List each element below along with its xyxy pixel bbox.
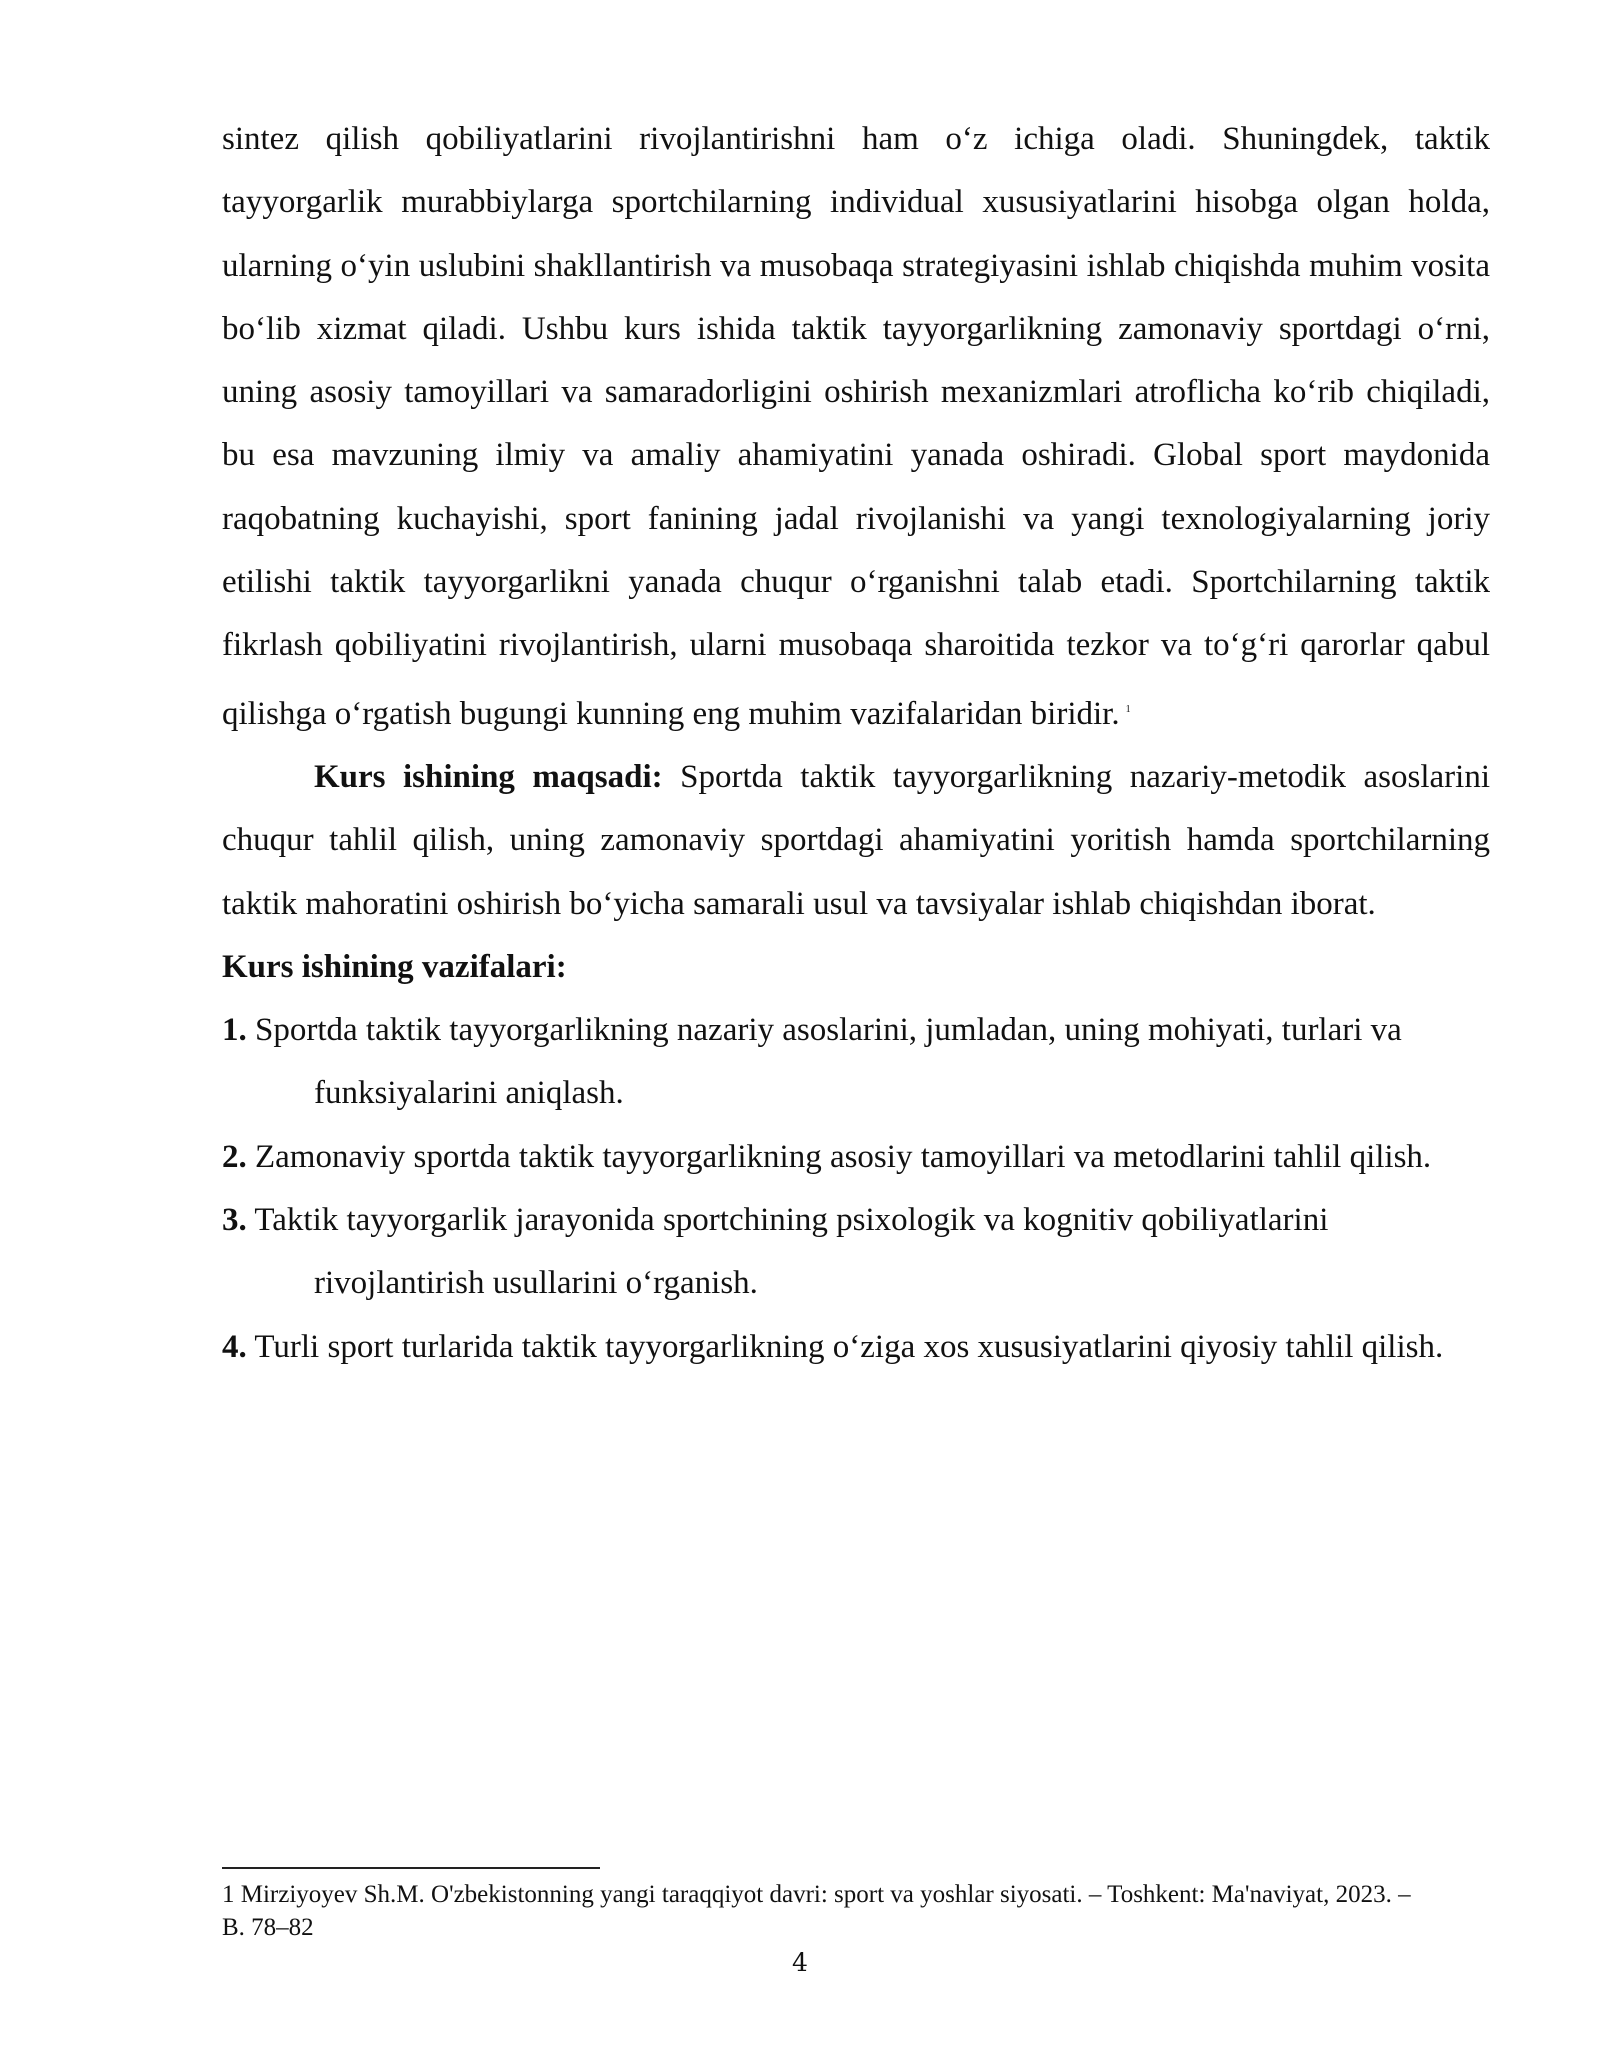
tasks-heading: Kurs ishining vazifalari: xyxy=(222,948,567,985)
list-item-number: 2. xyxy=(222,1138,247,1175)
list-item xyxy=(222,1189,1490,1316)
goal-paragraph xyxy=(222,746,1490,936)
list-item-number: 4. xyxy=(222,1328,247,1365)
list-item-number: 1. xyxy=(222,1012,247,1049)
footnote: 1 Mirziyoyev Sh.M. O'zbekistonning yangi taraqqiyot davri: sport va yoshlar siyosati. – Toshkent: Ma'naviyat, 2023. – B. 78–82 xyxy=(222,1881,1411,1941)
list-item-text: Turli sport turlarida taktik tayyorgarlikning o‘ziga xos xususiyatlarini qiyosiy tahlil qilish. xyxy=(246,1328,1444,1365)
intro-paragraph-text: sintez qilish qobiliyatlarini rivojlantirishni ham o‘z ichiga oladi. Shuningdek, taktik tayyorgarlik murabbiylarga sportchilarning individual xususiyatlarini hisobga olgan holda, ularning o‘yin uslubini shakllantirish va musobaqa strategiyasini ishlab chiqishda muhim vosita bo‘lib xizmat qiladi. Ushbu kurs ishida taktik tayyorgarlikning zamonaviy sportdagi o‘rni, uning asosiy tamoyillari va samaradorligini oshirish mexanizmlari atroflicha ko‘rib chiqiladi, bu esa mavzuning ilmiy va amaliy ahamiyatini yanada oshiradi. Global sport maydonida raqobatning kuchayishi, sport fanining jadal rivojlanishi va yangi texnologiyalarning joriy etilishi taktik tayyorgarlikni yanada chuqur o‘rganishni talab etadi. Sportchilarning taktik fikrlash qobiliyatini rivojlantirish, ularni musobaqa sharoitida tezkor va to‘g‘ri qarorlar qabul qilishga o‘rgatish bugungi kunning eng muhim vazifalaridan biridir. xyxy=(222,121,1490,732)
list-item xyxy=(222,1316,1490,1379)
goal-text: Sportda taktik tayyorgarlikning nazariy-metodik asoslarini chuqur tahlil qilish, uning zamonaviy sportdagi ahamiyatini yoritish hamda sportchilarning taktik mahoratini oshirish bo‘yicha samarali usul va tavsiyalar ishlab chiqishdan iborat. xyxy=(222,758,1490,922)
page-body xyxy=(222,108,1490,1379)
list-item-text: Taktik tayyorgarlik jarayonida sportchining psixologik va kognitiv qobiliyatlarini rivojlantirish usullarini o‘rganish. xyxy=(246,1202,1329,1302)
list-item xyxy=(222,1126,1490,1189)
list-item-text: Sportda taktik tayyorgarlikning nazariy asoslarini, jumladan, uning mohiyati, turlari va funksiyalarini aniqlash. xyxy=(246,1012,1402,1112)
footnote-reference[interactable]: 1 xyxy=(1125,703,1131,715)
footnote-separator xyxy=(222,1867,600,1869)
page-number: 4 xyxy=(792,1948,808,1977)
list-item-number: 3. xyxy=(222,1202,247,1239)
goal-label: Kurs ishining maqsadi: xyxy=(314,758,663,795)
list-item-text: Zamonaviy sportda taktik tayyorgarlikning asosiy tamoyillari va metodlarini tahlil qilish. xyxy=(246,1138,1432,1175)
list-item xyxy=(222,999,1490,1126)
intro-paragraph xyxy=(222,108,1490,746)
